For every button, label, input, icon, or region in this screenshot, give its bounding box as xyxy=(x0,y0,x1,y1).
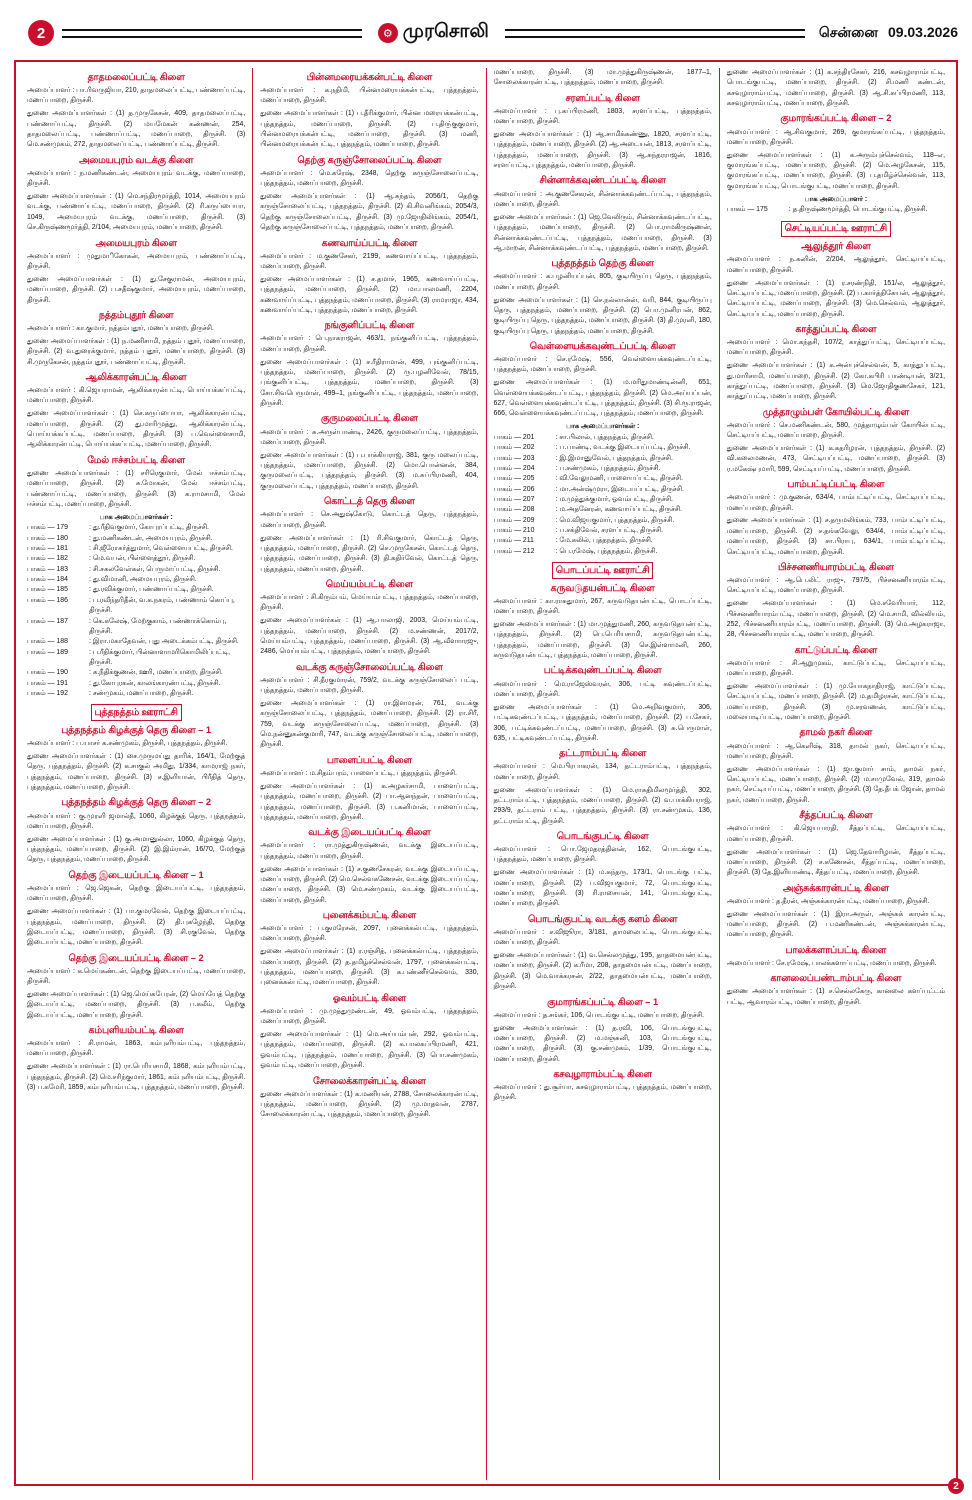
office-bearer-paragraph: துணை அமைப்பாளர்கள் : (1) ஜெ.வேலிரும், சின்னாக்கவுண்டப்பட்டி, புத்தநத்தம், மணப்பாறை, திருச்சி. (2) பொ.ராமகிருஷ்ணன், சின்னாக்கவுண்டப்பட்டி, புத்தநத்தம், மணப்பாறை, திருச்சி. (3) ஆ.மாறன், சின்னாக்கவுண்டப்பட்டி, புத்தநத்தம், மணப்பாறை, திருச்சி. xyxy=(493,213,712,252)
ward-organiser-name: : மே.கலில், புத்தநத்தம், திருச்சி. xyxy=(555,537,653,545)
masthead xyxy=(14,10,958,56)
branch-heading: புனைக்கம்பட்டி கிளை xyxy=(322,910,416,921)
ward-label: பாகம் — 206 xyxy=(493,485,535,493)
branch-heading: வெள்ளையக்கவுண்டப்பட்டி கிளை xyxy=(529,341,676,352)
paper-title: முரசொலி xyxy=(402,21,490,42)
office-bearer-paragraph: துணை அமைப்பாளர்கள் : (1) செ.நல்லான்ன், வரி, 844, குடியிருப்பு தெரு, புத்தநத்தம், மணப்பாறை, திருச்சி. (2) பொ.முனிரபன், 862, குடியிருப்பு தெரு, புத்தநத்தம், மணப்பாறை, திருச்சி. (3) தி.முரளி, 180, குடியிருப்பு தெரு, புத்தநத்தம், மணப்பாறை, திருச்சி. xyxy=(493,296,712,335)
ward-organiser-name: : மெ.வபன், பிள்ளைத்தூர், திருச்சி. xyxy=(89,555,196,563)
office-bearer-paragraph: துணை அமைப்பாளர்கள் : (1) ஜெ.மெய்கபேரன், (2) மெய்யேத் தெற்கு இடையப்பட்டி, மணப்பாறை, திருச்சி. (3) ப.கலீம், தெற்கு இடையப்பட்டி, மணப்பாறை, திருச்சி. xyxy=(27,990,246,1019)
ward-organiser-name: : சி.சகலவேள்கள், பெருமாப்பட்டி, திருச்சி. xyxy=(89,565,221,573)
branch-heading: மெய்யம்பட்டி கிளை xyxy=(325,578,413,589)
office-bearer-paragraph: அமைப்பாளர் : மெ.ராஜேஸ்வரன், 306, பட்டி கவுண்டப்பட்டி, மணப்பாறை, திருச்சி. xyxy=(493,680,712,698)
column-container xyxy=(20,68,952,1480)
branch-heading: அஞ்சுக்காரன்பட்டி கிளை xyxy=(782,882,889,893)
panchayat-heading: செட்டியப்பட்டி ஊராட்சி xyxy=(781,221,891,238)
branch-heading: தெற்கு இடையப்பட்டி கிளை – 2 xyxy=(68,952,204,963)
branch-heading: நங்குனிப்பட்டி கிளை xyxy=(324,320,415,331)
ward-organiser-name: : து.விமானி, அமையபுரம், திருச்சி. xyxy=(89,576,197,584)
branch-heading: சோலைக்காரன்பட்டி கிளை xyxy=(312,1075,426,1086)
office-bearer-paragraph: அமைப்பாளர் : பொ.ஜேமதரத்தினன், 162, பொடங்குபட்டி, புத்தநத்தம், மணப்பாறை, திருச்சி. xyxy=(493,846,712,864)
ward-label: பாகம் — 182 xyxy=(27,555,68,563)
office-bearer-paragraph: மணப்பாறை, திருச்சி. (3) மா.முத்துகிருஷ்ணன், 1877–1, சோலைக்காரன்பட்டி, புத்தநத்தம், மணப்பாறை, திருச்சி. xyxy=(493,69,712,87)
office-bearer-paragraph: அமைப்பாளர் : கி.ஜெயபாரதி, சீத்தப்பட்டி, செட்டியப்பட்டி, மணப்பாறை, திருச்சி. xyxy=(726,825,945,843)
office-bearer-paragraph: துணை அமைப்பாளர்கள் : (1) ஜெ.தேவாரிழான், சீத்தப்பட்டி, மணப்பாறை, திருச்சி. (2) ச.கணேசன், சீத்தப்பட்டி, மணப்பாறை, திருச்சி. (3) தே.இளியாண்டி, சீத்தப்பட்டி, மணப்பாறை, திருச்சி. xyxy=(726,848,945,877)
office-bearer-paragraph: துணை அமைப்பாளர்கள் : (1) ர.சரண்நிதி, 151/ல, ஆலுத்தூர், செட்டியப்பட்டி, மணப்பாறை, திருச்சி. (2) ப.கார்த்திகேயன், ஆலுத்தூர், செட்டியப்பட்டி, மணப்பாறை, திருச்சி. (3) மெ.செல்வம், ஆலுத்தூர், செட்டியப்பட்டி, மணப்பாறை, திருச்சி. xyxy=(726,279,945,318)
office-bearer-paragraph: அமைப்பாளர் : பு.கப்பிரமணி, 1803, சரளப்பட்டி, புத்தநத்தம், மணப்பாறை, திருச்சி. xyxy=(493,107,712,126)
branch-heading: குமாரங்கப்பட்டி கிளை – 2 xyxy=(780,113,892,124)
office-bearer-paragraph: அமைப்பாளர் : த.தீரன், அஞ்சுக்காரன்பட்டி, மணப்பாறை, திருச்சி. xyxy=(726,897,930,905)
ward-row xyxy=(494,454,712,464)
ward-row xyxy=(494,474,712,484)
branch-heading: மேல் ஈச்சம்பட்டி கிளை xyxy=(87,454,186,465)
ward-organiser-name: : து.கோபுரகன், காலங்காரண்பட்டி, திருச்சி. xyxy=(89,679,221,687)
ward-organiser-name: : சண்முகம், மணப்பாறை, திருச்சி. xyxy=(89,690,194,698)
ward-organisers-subheading: பாக அமைப்பாளர்கள் : xyxy=(99,513,173,521)
ward-label: பாகம் — 192 xyxy=(27,690,68,698)
edition-info xyxy=(813,24,958,43)
office-bearer-paragraph: துணை அமைப்பாளர்கள் : (1) ரா.பெரியசாமி, 1868, கம்புளியம்பட்டி, புத்தநத்தம், திருச்சி. (2) மெ.சரிந்குமார், 1861, கம்புளியம்பட்டி, திருச்சி. (3) ப.கமேரி, 1859, கம்புளியம்பட்டி, புத்தநத்தம், மணப்பாறை, திருச்சி. xyxy=(27,1063,246,1092)
office-bearer-paragraph: அமைப்பாளர் : ந.கனின், 2/204, ஆலுத்தூர், செட்டியப்பட்டி, மணப்பாறை, திருச்சி. xyxy=(726,256,945,274)
office-bearer-paragraph: அமைப்பாளர் : மெ.பிரபாகரன், 134, தட்டராம்பட்டி, புத்தநத்தம், மணப்பாறை, திருச்சி. xyxy=(493,763,712,781)
office-bearer-paragraph: அமைப்பாளர் : செ.ரமேஷ், 556, வெள்ளையக்கவுண்டப்பட்டி, புத்தநத்தம், மணப்பாறை, திருச்சி. xyxy=(493,356,712,374)
office-bearer-paragraph: துணை அமைப்பாளர்கள் : (1) க.அழகர்சாமி, பாளைப்பட்டி, புத்தநத்தம், மணப்பாறை, திருச்சி. (2) பா.ஆனந்தன், பாளைப்பட்டி, புத்தநத்தம், மணப்பாறை, திருச்சி. (3) ப.கனிமான், பாளைப்பட்டி, புத்தநத்தம், மணப்பாறை, திருச்சி. xyxy=(260,782,479,821)
office-bearer-paragraph: துணை அமைப்பாளர்கள் : (1) சரிரெகுமார், மேல் ஈச்சம்பட்டி, மணப்பாறை, திருச்சி. (2) சு.மோகன், மேல் ஈச்சம்பட்டி, பண்ணாப்பட்டி, மணப்பாறை, திருச்சி. (3) க.ராமசாமி, மேல் ஈச்சம்பட்டி, மணப்பாறை, திருச்சி. xyxy=(27,469,246,508)
ward-label: பாகம் — 205 xyxy=(493,475,535,483)
office-bearer-paragraph: துணை அமைப்பாளர்கள் : (1) த.ரவி, 106, பொடங்குபட்டி, மணப்பாறை, திருச்சி. (2) ம.மஞ்சுனி, 103, பொடங்குபட்டி, மணப்பாறை, திருச்சி. (3) கு.சண்முகம், 1/39, பொடங்குபட்டி, மணப்பாறை, திருச்சி. xyxy=(493,1024,712,1063)
office-bearer-paragraph: அமைப்பாளர் : கு.முரளி ஜமால்தீ, 1060, கிழக்குத் தெரு, புத்தநத்தம், மணப்பாறை, திருச்சி. xyxy=(27,812,246,830)
masthead-rule-right xyxy=(505,29,805,38)
office-bearer-paragraph: அமைப்பாளர் : ம.குணசேகர், 2199, கணவாய்ப்பட்டி, புத்தநத்தம், மணப்பாறை, திருச்சி. xyxy=(260,252,479,270)
ward-organisers-subheading: பாக அமைப்பாளர் : xyxy=(804,195,868,203)
office-bearer-paragraph: துணை அமைப்பாளர்கள் : (1) மெ.சவேரியார், 112, பிச்சனணியாரம்பட்டி, மணப்பாறை, திருச்சி. (2) மெ.சாமி, வில்லியம், 252, பிச்சனணியாரம்பட்டி, மணப்பாறை, திருச்சி. (3) மெ.அழகராஜா, 28, பிச்சனணியாரம்பட்டி, மணப்பாறை, திருச்சி. xyxy=(726,600,945,639)
ward-row xyxy=(494,516,712,526)
ward-label: பாகம் — 185 xyxy=(27,586,68,594)
office-bearer-paragraph: அமைப்பாளர் : க.நதிமி, பின்னமரையக்கன்பட்டி, புத்தநத்தம், மணப்பாறை, திருச்சி. xyxy=(260,87,479,105)
office-bearer-paragraph: துணை அமைப்பாளர்கள் : (1) ர.ரஞ்சித், புனைக்கல்பட்டி, புத்தநத்தம், மணப்பாறை, திருச்சி. (2) த.தமிழ்ச்செல்வன், 1797, புனைக்கல்பட்டி, புத்தநத்தம், மணப்பாறை, திருச்சி. (3) க.பண்ணீர்செல்வம், 330, புனைக்கல்பட்டி, மணப்பாறை, திருச்சி. xyxy=(260,948,479,987)
ward-row xyxy=(27,689,245,699)
ward-label: பாகம் — 188 xyxy=(27,638,68,646)
branch-heading: குமாரங்கப்பட்டி கிளை – 1 xyxy=(547,996,659,1007)
ward-organiser-name: : ப.சக்திவேல், சரளப்பட்டி, திருச்சி. xyxy=(555,527,664,535)
branch-heading: சீத்தப்பட்டி கிளை xyxy=(799,810,873,821)
ward-organiser-name: : கெ.கலேஷ், மேற்குகாம், பண்ணாக்கொம்பு, திருச்சி. xyxy=(89,617,227,635)
ward-label: பாகம் — 179 xyxy=(27,524,68,532)
office-bearer-paragraph: துணை அமைப்பாளர்கள் : (1) ஜா.குமார் சாம், தாமல் நகர், செட்டியப்பட்டி, மணப்பாறை, திருச்சி. (2) ம.சாமுவேல், 319, தாமல் நகர், செட்டியப்பட்டி, மணப்பாறை, திருச்சி. (3) தே.தீபக் ஜோன், தாமல் நகர், மணப்பாறை, திருச்சி. xyxy=(726,765,945,804)
office-bearer-paragraph: அமைப்பாளர் : ம.சிதம்பரம், பாளைப்பட்டி, புத்தநத்தம், திருச்சி. xyxy=(260,769,457,777)
office-bearer-paragraph: அமைப்பாளர் : க.மெய்கண்டன், தெற்கு இடையப்பட்டி, மணப்பாறை, திருச்சி. xyxy=(27,967,246,986)
office-bearer-paragraph: துணை அமைப்பாளர்கள் : (1) சை.முருமய்து தாரிக், 164/1, மேற்குத் தெரு, புத்தநத்தம், திருச்சி. (2) க.சாகுல் அமிது, 1/334, காமராஜ் நகர், புத்தநத்தம், மணப்பாறை, திருச்சி. (3) ச.இளியான், பிரீதித் தெரு, புத்தநத்தம், மணப்பாறை, திருச்சி. xyxy=(27,752,246,792)
office-bearer-paragraph: அமைப்பாளர் : சி.ராமன், 1863, கம்புளியம்பட்டி, புத்தநத்தம், மணப்பாறை, திருச்சி. xyxy=(27,1040,246,1058)
office-bearer-paragraph: துணை அமைப்பாளர்கள் : (1) ப.பாக்கியராஜ், 381, குரு மலைப்பட்டி, புத்தநத்தம், மணப்பாறை, திருச்சி. (2) மொ.பொன்னன், 384, குருமலைப்பட்டி, புத்தநத்தம், திருச்சி. (3) ம.சுப்பிரமணி, 404, குருமலைப்பட்டி, புத்தநத்தம், மணப்பாறை, திருச்சி. xyxy=(260,451,479,490)
ward-label: பாகம் — 190 xyxy=(27,669,68,677)
branch-heading: வடக்கு கருஞ்சோலைப்பட்டி கிளை xyxy=(296,661,443,672)
ward-row xyxy=(494,433,712,443)
ward-row xyxy=(494,485,712,495)
ward-row xyxy=(494,464,712,474)
office-bearer-paragraph: துணை அமைப்பாளர்கள் : (1) ப.தீரிக்குமார், பின்ன மரையக்கன்பட்டி, புத்தநத்தம், மணப்பாறை, திருச்சி. (2) ப.திரு்குகுமார், பின்னமரையக்கன்பட்டி, மணப்பாறை, திருச்சி. (3) மணி, பின்னமரையக்கன்பட்டி, புத்தநத்தம், மணப்பாறை, திருச்சி. xyxy=(260,110,479,149)
ward-label: பாகம் — 201 xyxy=(493,433,535,441)
office-bearer-paragraph: துணை அமைப்பாளர்கள் : (1) பா.குமரவேல், தெற்கு இடையப்பட்டி, புத்தநத்தம், மணப்பாறை, திருச்சி. (2) தி.புகழேந்தி, தெற்கு இடையப்பட்டி, மணப்பாறை, திருச்சி. (3) சி.ரகுவேல், தெற்கு இடையப்பட்டி, மணப்பாறை, திருச்சி. xyxy=(27,908,246,947)
office-bearer-paragraph: துணை அமைப்பாளர்கள் : (1) ச.தமாச், 1965, கணவாய்ப்பட்டி, புத்தநத்தம், மணப்பாறை, திருச்சி. (2) மா.பாலமணி, 2204, கணவாய்ப்பட்டி, புத்தநத்தம், மணப்பாறை, திருச்சி. (3) ராமராஜா, 434, கணவாய்ப்பட்டி, புத்தநத்தம், மணப்பாறை, திருச்சி. xyxy=(260,275,479,314)
ward-row xyxy=(27,637,245,647)
branch-heading: அமையபுரம் கிளை xyxy=(95,237,177,248)
ward-organiser-name: : ம.அதனேரன், கணவாய்ப்பட்டி, திருச்சி. xyxy=(555,506,683,514)
ward-label: பாகம் — 210 xyxy=(493,527,535,535)
office-bearer-paragraph: அமைப்பாளர் : ரா.முத்துகிருஷ்ணன், வடக்கு இடையப்பட்டி, புத்தநத்தம், மணப்பாறை, திருச்சி. xyxy=(260,842,479,860)
branch-heading: புத்தநத்தம் தெற்கு கிளை xyxy=(551,258,654,269)
ward-organiser-name: : ப.சண்முகம், புத்தநத்தம், திருச்சி. xyxy=(555,464,661,472)
branch-heading: தெற்கு இடையப்பட்டி கிளை – 1 xyxy=(68,869,204,880)
ward-organiser-name: : சா.பிலால், புத்தநத்தம், திருச்சி. xyxy=(555,433,654,441)
ward-row xyxy=(27,565,245,575)
office-bearer-paragraph: துணை அமைப்பாளர்கள் : (1) மெ.அய்யம்பன், 292, ஓவம்பட்டி, புத்தநத்தம், மணப்பாறை, திருச்சி. (2) க.பாலசுப்பிரமணி, 421, ஓவம்பட்டி, புத்தநத்தம், மணப்பாறை, திருச்சி. (3) பொ.சண்முகம், ஓவம்பட்டி, மணப்பாறை, திருச்சி. xyxy=(260,1031,479,1070)
office-bearer-paragraph: அமைப்பாளர் : ந.மணிகண்டன், அமையபுரம் வடக்கு, மணப்பாறை, திருச்சி. xyxy=(27,169,246,188)
ward-row xyxy=(494,495,712,505)
office-bearer-paragraph: அமைப்பாளர் : செ.அதுஷ்கோடு, கொட்டத் தெரு, புத்தநத்தம், மணப்பாறை, திருச்சி. xyxy=(260,511,479,529)
branch-heading: கருவடுதயன்பட்டி கிளை xyxy=(550,582,655,593)
branch-heading: குருமலைப்பட்டி கிளை xyxy=(320,413,418,424)
page-number-badge-top: 2 xyxy=(28,20,54,46)
ward-label: பாகம் — 207 xyxy=(493,495,535,503)
office-bearer-paragraph: அமைப்பாளர் : ஆ.பெ.லிட் ராஜு, 797/5, பிச்சனணியாரம்பட்டி, செட்டியப்பட்டி, மணப்பாறை, திருச்சி. xyxy=(726,576,945,595)
branch-heading: பின்னமரையக்கன்பட்டி கிளை xyxy=(306,72,433,82)
ward-label: பாகம் — 212 xyxy=(493,547,535,555)
branch-heading: பாலக்களாப்பட்டி கிளை xyxy=(785,944,887,955)
office-bearer-paragraph: அமைப்பாளர் : ஆ.சிவகுமார், 269, குமாரங்கப்பட்டி, புத்தநத்தம், மணப்பாறை, திருச்சி. xyxy=(726,128,945,146)
ward-label: பாகம் — 202 xyxy=(493,444,535,452)
ward-row xyxy=(27,523,245,533)
ward-organiser-name: : து.மணிகண்டன், அமையபுரம், திருச்சி. xyxy=(89,534,213,542)
office-bearer-paragraph: துணை அமைப்பாளர்கள் : (1) ம.மரிதுமாண்டின்னி, 651, வெள்ளையக்கவுண்டப்பட்டி, புத்தநத்தம், திருச்சி. (2) மெ.அய்யப்பன், 627, வெள்ளையக்கவுண்டப்பட்டி, புத்தநத்தம், திருச்சி. (3) சி.ரூ.ராஜன், 666, வெள்ளையக்கவுண்டப்பட்டி, புத்தநத்தம், மணப்பாறை, திருச்சி. xyxy=(493,379,712,418)
edition-city: சென்னை xyxy=(818,23,878,40)
ward-row xyxy=(27,668,245,678)
ward-list xyxy=(494,433,712,557)
branch-heading: சரளப்பட்டி கிளை xyxy=(565,92,640,103)
ward-organiser-name: : ப.பாண்டி, வடக்கு இடையப்பட்டி, திருச்சி. xyxy=(555,444,691,452)
ward-organiser-name: : வி.வேலுமணி, பாளையப்பட்டி, திருச்சி. xyxy=(555,475,683,483)
ward-row xyxy=(27,679,245,689)
ward-organiser-name: : த.திருஷ்ணமூர்த்தி, பொடங்குபட்டி, திருச்சி. xyxy=(788,206,928,214)
ward-row xyxy=(27,648,245,669)
office-bearer-paragraph: துணை அமைப்பாளர்கள் : (1) வ.செல்லமுத்து, 195, தாதமையன்பட்டி, மணப்பாறை, திருச்சி. (2) க.ரீமா, 208, தாதமையன்பட்டி, மணப்பாறை, திருச்சி. (3) மெ.வாக்கரசன், 2/22, தாதமையன்பட்டி, மணப்பாறை, திருச்சி. xyxy=(493,952,712,991)
office-bearer-paragraph: துணை அமைப்பாளர்கள் : (1) செ.கருப்பையா, ஆலிக்காரன்பட்டி, மணப்பாறை, திருச்சி. (2) து.மாரிமுத்து, ஆலிக்காரன்பட்டி, பொய்யக்கப்பட்டி, மணப்பாறை, திருச்சி. (3) ப.வெள்ளைசாமி, ஆலிக்காரன்பட்டி, பொய்யக்கப்பட்டி, மணப்பாறை, திருச்சி. xyxy=(27,410,246,449)
branch-heading: தெற்கு கருஞ்சோலைப்பட்டி கிளை xyxy=(297,154,442,165)
branch-heading: அமையபுரம் வடக்கு கிளை xyxy=(79,154,194,165)
office-bearer-paragraph: அமைப்பாளர் : பெ.நாகராஜன், 463/1, நங்குனிப்பட்டி, புத்தநத்தம், மணப்பாறை, திருச்சி. xyxy=(260,335,479,353)
branch-heading: பாம்பட்டிப்பட்டி கிளை xyxy=(787,479,885,490)
office-bearer-paragraph: துணை அமைப்பாளர்கள் : (1) ச.தருமலிங்கம், 733, பாம்பட்டிப்பட்டி, மணப்பாறை, திருச்சி. (2) ச.தங்கவேலு, 634/4, பாம்பட்டிப்பட்டி, மணப்பாறை, திருச்சி. (3) சா.பிராபு, 634/1, பாம்பட்டிப்பட்டி, செட்டியப்பட்டி, மணப்பாறை, திருச்சி. xyxy=(726,517,945,556)
office-bearer-paragraph: துணை அமைப்பாளர்கள் : (1) ச.செல்லகேரு, கானலை களப்பட்டம் பட்டி, ஆவாரம்பட்டி, மணப்பாறை, திருச்சி. xyxy=(726,988,945,1006)
office-bearer-paragraph: துணை அமைப்பாளர்கள் : (1) ச.ரீதிராமான், 499, புங்குனிப்பட்டி, புத்தநத்தம், மணப்பாறை, திருச்சி. (2) ரு.பழனிவேல், 78/15, புங்குனிப்பட்டி, புத்தநத்தம், மணப்பாறை, திருச்சி. (3) சோ.சிவபெருமாள், 499–1, நங்குனிப்பட்டி, புத்தநத்தம், மணப்பாறை, திருச்சி. xyxy=(260,358,479,408)
branch-heading: தட்டராம்பட்டி கிளை xyxy=(559,748,647,759)
branch-heading: கம்புளியம்பட்டி கிளை xyxy=(88,1025,184,1035)
ward-label: பாகம் — 175 xyxy=(726,206,768,214)
office-bearer-paragraph: துணை அமைப்பாளர்கள் : (1) ம.சுந்தரு, 173/1, பொடங்கு பட்டி, மணப்பாறை, திருச்சி. (2) ப.விஜயகுமார், 72, பொடங்குபட்டி, மணப்பாறை, திருச்சி. (3) ரி.ராசையன், 141, பொடங்குபட்டி, மணப்பாறை, திருச்சி. xyxy=(493,869,712,908)
ward-row xyxy=(27,575,245,585)
branch-heading: சின்னாக்கவுண்டப்பட்டி கிளை xyxy=(539,175,666,186)
ward-row xyxy=(27,596,245,617)
branch-heading: வடக்கு இடையப்பட்டி கிளை xyxy=(308,827,431,838)
branch-heading: தாமல் நகர் கிளை xyxy=(799,727,873,738)
panchayat-heading: பொடப்பட்டி ஊராட்சி xyxy=(552,562,654,579)
ward-row xyxy=(494,443,712,453)
office-bearer-paragraph: அமைப்பாளர் : து.சூர்யா, கசவுழாராம்பட்டி, புத்தநத்தம், மணப்பாறை, திருச்சி. xyxy=(493,1084,712,1102)
office-bearer-paragraph: அமைப்பாளர் : செ.மணிகண்டன், 580, முத்தாழும்பள் கோயில்பட்டி, செட்டியப்பட்டி, மணப்பாறை, திருச்சி. xyxy=(726,421,945,440)
ward-row xyxy=(727,205,945,215)
office-bearer-paragraph: துணை அமைப்பாளர்கள் : (1) மெ.அறிவுகுமார், 306, பட்டிகவுண்டப்பட்டி, புத்தநத்தம், மணப்பாறை, திருச்சி. (2) ப.சேகர், 306, பட்டிக்கவுண்டப்பட்டி, மணப்பாறை, திருச்சி. (3) சு.பெருமாள், 635, பட்டிகவுண்டப்பட்டி, திருச்சி. xyxy=(493,703,712,742)
branch-heading: ஓவம்பட்டி கிளை xyxy=(332,992,407,1003)
ward-organiser-name: : இ.இமானுவேல், புத்தநத்தம், திருச்சி. xyxy=(555,454,673,462)
text-column xyxy=(20,68,252,1480)
office-bearer-paragraph: துணை அமைப்பாளர்கள் : (1) து.சேகுராமன், அமையபுரம், மணப்பாறை, திருச்சி. (2) ப.சதீஷ்குமார், அமையபுரம், மணப்பாறை, திருச்சி. xyxy=(27,275,246,304)
ward-label: பாகம் — 208 xyxy=(493,506,535,514)
office-bearer-paragraph: அமைப்பாளர் : ச.விஜூரா, 3/181, தாமலைபட்டி, பொடங்குபட்டி, மணப்பாறை, திருச்சி. xyxy=(493,928,712,947)
office-bearer-paragraph: துணை அமைப்பாளர்கள் : (1) மெ.சந்திரமூர்த்தி, 1014, அமையபுரம் வடக்கு, பண்ணாப்பட்டி, மணப்பாறை, திருச்சி. (2) ரி.கருப்பையா, 1049, அமையபுரம் வடக்கு, மணப்பாறை, திருச்சி. (3) செ.கிருஷ்ணமூர்த்தி, 2/104, அமையபுரம், மணப்பாறை, திருச்சி. xyxy=(27,193,246,232)
branch-heading: கொட்டத் தெரு கிளை xyxy=(323,496,415,507)
office-bearer-paragraph: அமைப்பாளர் : மு.குணன், 634/4, பாம்பட்டிப்பட்டி, செட்டியப்பட்டி, மணப்பாறை, திருச்சி. xyxy=(726,494,945,512)
office-bearer-paragraph: அமைப்பாளர் : சு.அருள்பாண்டி, 2426, குருமலைப்பட்டி, புத்தநத்தம், மணப்பாறை, திருச்சி. xyxy=(260,428,479,446)
ward-organiser-name: : பெ.ரமேஷ், புத்தநத்தம், திருச்சி. xyxy=(555,547,658,555)
office-bearer-paragraph: துணை அமைப்பாளர்கள் : (1) ஆ.பாலாஜி, 2003, மெய்யம்பட்டி, புத்தநத்தம், மணப்பாறை, திருச்சி. (2) ம.சண்ணன், 2017/2, மெய்யம்பட்டி, புத்தநத்தம், மணப்பாறை, திருச்சி. (3) ஆ.வீளாாரஜு, 2486, மெய்யம்பட்டி, புத்தநத்தம், மணப்பாறை, திருச்சி. xyxy=(260,617,479,656)
branch-heading: கசவுழாராம்பட்டி கிளை xyxy=(553,1068,652,1079)
ward-organiser-name: : சி.ஜீரோகர்த்துமார், வெள்ளையபட்டி, திருச்சி. xyxy=(89,545,233,553)
office-bearer-paragraph: துணை அமைப்பாளர்கள் : (1) இரா.அருள், அஞ்சுக் காரன்பட்டி, மணப்பாறை, திருச்சி. (2) ப.மணிகண்டன், அஞ்சுக்காரன்பட்டி, மணப்பாறை, திருச்சி. xyxy=(726,910,945,939)
ward-row xyxy=(494,536,712,546)
ward-label: பாகம் — 203 xyxy=(493,454,535,462)
branch-heading: முத்தாழும்பள் கோயில்பட்டி கிளை xyxy=(762,406,910,417)
office-bearer-paragraph: அமைப்பாளர் : அ.குணசேகரன், சின்னாக்கவுண்டப்பட்டி, புத்தநத்தம், மணப்பாறை, திருச்சி. xyxy=(493,190,712,208)
branch-heading: காட்டுப்பட்டி கிளை xyxy=(794,644,878,655)
office-bearer-paragraph: அமைப்பாளர் : சி.கிரும்பம், மெய்யம்பட்டி, புத்தநத்தம், மணப்பாறை, திருச்சி. xyxy=(260,594,479,612)
ward-label: பாகம் — 187 xyxy=(27,617,68,625)
office-bearer-paragraph: துணை அமைப்பாளர்கள் : (1) ரி.சிவகுமார், கொட்டத் தெரு, புத்தநத்தம், மணப்பாறை, திருச்சி. (2) செ.முருகேசன், கொட்டத் தெரு, புத்தநத்தம், மணப்பாறை, திருச்சி. (3) தி.கதிர்வேல், கொட்டத் தெரு, புத்தநத்தம், மணப்பாறை, திருச்சி. xyxy=(260,534,479,573)
ward-organiser-name: : ப.ரீதிக்குமார், பின்னாளாமரிகொமிலிப்பட்டி, திருச்சி. xyxy=(89,648,231,666)
office-bearer-paragraph: துணை அமைப்பாளர்கள் : (1) க.அரும்புச்செல்வம், 118–எ, குமாரங்கப்பட்டி, மணப்பாறை, திருச்சி. (2) மெ.அழகேசன், 115, குமாரங்கப்பட்டி, மணப்பாறை, திருச்சி. (3) ப.தமிழ்ச்செல்வன், 113, குமாரங்கப்பட்டி, பொடங்குபட்டி, மணப்பாறை, திருச்சி. xyxy=(726,151,945,190)
panchayat-heading: புத்தநத்தம் ஊராட்சி xyxy=(91,704,182,721)
branch-heading: ஆலிக்காரன்பட்டி கிளை xyxy=(85,371,187,382)
text-column xyxy=(486,68,719,1480)
office-bearer-paragraph: துணை அமைப்பாளர்கள் : (1) ஆ.சுந்தம், 2056/1, தெற்கு கருஞ்சோலைப்பட்டி, புத்தநத்தம், திருச்சி. (2) கி.சிவனிங்கம், 2054/3, தெற்கு கருஞ்சோலைப்பட்டி, திருச்சி. (3) மு.ஜோதிலிங்கம், 2054/1, தெற்கு கருஞ்சோலைப்பட்டி, புத்தநத்தம், மணப்பாறை, திருச்சி. xyxy=(260,193,479,232)
ward-label: பாகம் — 184 xyxy=(27,576,68,584)
office-bearer-paragraph: துணை அமைப்பாளர்கள் : (1) கு.அமானுல்லா, 1060, கிழக்குத் தெரு, புத்தநத்தம், மணப்பாறை, திருச்சி. (2) இ.இம்ரான், 16/70, மேற்குத் தெரு, புத்தநத்தம், மணப்பாறை, திருச்சி. xyxy=(27,835,246,864)
office-bearer-paragraph: அமைப்பாளர் : ஆ.கெளிஷ், 318, தாமல் நகர், செட்டியப்பட்டி, மணப்பாறை, திருச்சி. xyxy=(726,742,945,760)
ward-row xyxy=(494,505,712,515)
ward-list xyxy=(727,205,945,215)
office-bearer-paragraph: துணை அமைப்பாளர்கள் : (1) க.அன்புச்செல்வன், 5, காத்துப்பட்டி, து.மாரிசாமி, மணப்பாறை, திருச்சி. (2) கோ.கபிரி பாண்டியன், 3/21, காத்துப்பட்டி, மணப்பாறை, திருச்சி. (3) மெ.ஜோதிகுணசேகர், 121, காத்துப்பட்டி, மணப்பாறை, திருச்சி. xyxy=(726,362,945,401)
branch-heading: கானலைப்பண்டாம்பட்டி கிளை xyxy=(770,973,902,984)
office-bearer-paragraph: துணை அமைப்பாளர்கள் : (1) த.முருகேசன், 409, தாதமலைப்பட்டி, பண்ணாப்பட்டி, திருச்சி. (2) மயமேகன் கண்ணன், 254, தாதமலைப்பட்டி, பண்ணாப்பட்டி, மணப்பாறை, திருச்சி. (3) மெ.சண்முகம், 272, தாதமலைப்பட்டி, பண்ணாப்பட்டி, திருச்சி. xyxy=(27,110,246,149)
ward-label: பாகம் — 204 xyxy=(493,464,535,472)
ward-organiser-name: : ம.முத்துக்குமார், ஓவம்பட்டி, திருச்சி. xyxy=(555,495,673,503)
ward-label: பாகம் — 211 xyxy=(493,537,534,545)
nameplate xyxy=(370,21,497,45)
branch-heading: கணவாய்ப்பட்டி கிளை xyxy=(321,237,418,248)
office-bearer-paragraph: அமைப்பாளர் : முதுமாிகோகன், அமையபுரம், பண்ணாப்பட்டி, திருச்சி. xyxy=(27,252,246,270)
text-column xyxy=(719,68,952,1480)
ward-row xyxy=(27,617,245,638)
ward-organiser-name: : ப.ரவீந்தரிதீன், வ.க.நகரம், பண்ணாம் கொப்பு, திருச்சி. xyxy=(89,596,235,615)
office-bearer-paragraph: துணை அமைப்பாளர்கள் : (1) ரா.இளமரன், 761, வடக்கு கருஞ்சோலைப்பட்டி, புத்தநத்தம், மணப்பாறை, திருச்சி. (2) ரா.சிரீ, 759, வடக்கு கருஞ்சோலைப்பட்டி, மணப்பாறை, திருச்சி. (3) மெ.நன்னுகன்குமாரி, 747, வடக்கு கருஞ்சோலைப்பட்டி, மணப்பாறை, திருச்சி. xyxy=(260,700,479,749)
office-bearer-paragraph: துணை அமைப்பாளர்கள் : (1) ச.குணசேகரன், வடக்கு இடையப்பட்டி, மணப்பாறை, திருச்சி. (2) மெ.செல்வகணேசன், வடக்கு இடையப்பட்டி, மணப்பாறை, திருச்சி. (3) மெ.சண்முகம், வடக்கு இடையப்பட்டி, மணப்பாறை, திருச்சி. xyxy=(260,865,479,904)
office-bearer-paragraph: அமைப்பாளர் : ஜெ.ஜெகன், தெற்கு இடையப்பட்டி, புத்தநத்தம், மணப்பாறை, திருச்சி. xyxy=(27,884,246,903)
office-bearer-paragraph: துணை அமைப்பாளர்கள் : (1) ந.மணிசாமி, நத்தம் புதூர், மணப்பாறை, திருச்சி. (2) வ.துரைக்குமார், நத்தம் புதூர், மணப்பாறை, திருச்சி. (3) சி.முருகேசன், நத்தம்புதூர், பண்ணாப்பட்டி, திருச்சி. xyxy=(27,337,246,366)
office-bearer-paragraph: துணை அமைப்பாளர்கள் : (1) க.கதரிழரன், புத்தநத்தம், திருச்சி. (2) வி.கலைமணன், 473, செட்டியப்பட்டி, மணப்பாறை, திருச்சி. (3) ர.மகேஷ்புமாரி, 599, செட்டியப்பட்டி, மணப்பாறை, திருச்சி. xyxy=(726,445,945,473)
ward-label: பாகம் — 209 xyxy=(493,516,535,524)
office-bearer-paragraph: அமைப்பாளர் : கி.ஜெயராமன், ஆலிக்காரன்பட்டி, பொய்யக்கப்பட்டி, மணப்பாறை, திருச்சி. xyxy=(27,387,246,405)
ward-row xyxy=(27,554,245,564)
ward-row xyxy=(27,534,245,544)
ward-label: பாகம் — 181 xyxy=(27,545,68,553)
office-bearer-paragraph: அமைப்பாளர் : மொ.கந்தசி, 107/2, காத்துப்பட்டி, செட்டியப்பட்டி, மணப்பாறை, திருச்சி. xyxy=(726,339,945,357)
office-bearer-paragraph: அமைப்பாளர் : க.பழனியப்பன், 805, குடியிருப்பு தெரு, புத்தநத்தம், மணப்பாறை, திருச்சி. xyxy=(493,273,712,291)
branch-heading: பட்டிக்கவுண்டப்பட்டி கிளை xyxy=(543,665,662,676)
branch-heading: புத்தநத்தம் கிழக்குத் தெரு கிளை – 1 xyxy=(61,725,212,736)
ward-row xyxy=(27,544,245,554)
office-bearer-paragraph: துணை அமைப்பாளர்கள் : (1) க.மணியன், 2788, சோலைக்காரன்பட்டி, புத்தநத்தம், மணப்பாறை, திருச்சி. (2) மு.மாதவன், 2787, சோலைக்காரன்பட்டி, புத்தநத்தம், மணப்பாறை, திருச்சி. xyxy=(260,1090,479,1119)
ward-row xyxy=(27,585,245,595)
ward-organiser-name: : மா.அன்ஷ்முரா, இடையப்பட்டி, திருச்சி. xyxy=(555,485,684,493)
office-bearer-paragraph: அமைப்பாளர் : கா.ராசுதுமார், 267, கருவடுதயன்பட்டி, பொடப்பட்டி, மணப்பாறை, திருச்சி. xyxy=(493,597,712,616)
ward-organiser-name: : க.நீதிக்குணன், ஊரி, மணப்பாறை, திருச்சி. xyxy=(89,669,223,677)
masthead-rule-left xyxy=(62,29,362,38)
office-bearer-paragraph: அமைப்பாளர் : பா.ரிவருஜியா, 210, தாதமலைப்பட்டி, பண்ணாப்பட்டி, மணப்பாறை, திருச்சி. xyxy=(27,87,246,105)
text-column xyxy=(252,68,485,1480)
office-bearer-paragraph: துணை அமைப்பாளர்கள் : (1) மு.யோகநாதிராஜ், காட்டுப்பட்டி, செட்டியப்பட்டி, மணப்பாறை, திருச்சி. (2) ம.தமிழரசன், காட்டுப்பட்டி, மணப்பாறை, திருச்சி. (3) மு.சரவணன், காட்டுப்பட்டி, மலையாடிப்பட்டி, மணப்பாறை, திருச்சி. xyxy=(726,682,945,722)
branch-heading: நத்தம்புதூர் கிளை xyxy=(98,309,174,320)
branch-heading: பிச்சனணியாரம்பட்டி கிளை xyxy=(777,561,894,572)
office-bearer-paragraph: அமைப்பாளர் : சி.ஆறுமுகம், காட்டுப்பட்டி, செட்டியப்பட்டி, மணப்பாறை, திருச்சி. xyxy=(726,659,945,678)
office-bearer-paragraph: துணை அமைப்பாளர்கள் : (1) மெ.ராசுதிமிலமூர்த்தி, 302, தட்டராம்பட்டி, புத்தநத்தம், மணப்பாறை, திருச்சி. (2) வ.பாக்கியராஜ், 293/9, தட்டராம் பட்டி, புத்தநத்தம், திருச்சி. (3) ரா.சண்முகம், 136, தட்டராம்பட்டி, திருச்சி. xyxy=(493,786,712,825)
ward-organiser-name: : இரா.மகாதேவன், புது அடைக்கம்பட்டி, திருச்சி. xyxy=(89,638,239,646)
office-bearer-paragraph: அமைப்பாளர் : சே.ரமேஷ், பாலக்களாப்பட்டி, மணப்பாறை, திருச்சி. xyxy=(726,959,937,967)
party-emblem-icon: ⚙ xyxy=(378,23,398,43)
content-frame xyxy=(14,60,958,1486)
ward-label: பாகம் — 183 xyxy=(27,565,68,573)
office-bearer-paragraph: அமைப்பாளர் : மெ.கரேஷ், 2348, தெற்கு கருஞ்சோலைப்பட்டி, புத்தநத்தம், மணப்பாறை, திருச்சி. xyxy=(260,169,479,188)
branch-heading: தாதமலைப்பட்டி கிளை xyxy=(87,72,185,82)
ward-organiser-name: : து.ரீதிவகுமார், கோபுரப்பட்டி, திருச்சி. xyxy=(89,524,209,532)
ward-label: பாகம் — 186 xyxy=(27,596,68,604)
office-bearer-paragraph: துணை அமைப்பாளர்கள் : (1) க.சந்திரசேகர், 216, கசவுழாராம்பட்டி, பொடங்குபட்டி, மணப்பாறை, திருச்சி. (2) சி.மணி கண்டன், கசவுழாராம்பட்டி, மணப்பாறை, திருச்சி. (3) ஆ.சி.சுப்பிரமணி, 113, கசவுழாராம்பட்டி, மணப்பாறை, திருச்சி. xyxy=(726,69,945,108)
branch-heading: பொடங்குபட்டி வடக்கு களம் கிளை xyxy=(527,913,678,924)
ward-label: பாகம் — 191 xyxy=(27,679,68,687)
office-bearer-paragraph: அமைப்பாளர் : கா.குமார், நத்தம்புதூர், மணப்பாறை, திருச்சி. xyxy=(27,325,214,333)
ward-row xyxy=(494,526,712,536)
branch-heading: புத்தநத்தம் கிழக்குத் தெரு கிளை – 2 xyxy=(61,797,212,808)
edition-date: 09.03.2026 xyxy=(887,23,959,40)
office-bearer-paragraph: துணை அமைப்பாளர்கள் : (1) மா.முத்துமணி, 260, கருவடுதயன்பட்டி, புத்தநத்தம், திருச்சி. (2) பெ.பெரியசாமி, கருவடுதயன்பட்டி, புத்தநத்தம், மணப்பாறை, திருச்சி. (3) செ.இள்ளாமனி, 260, கருவடுதயன்பட்டி, புத்தநத்தம், மணப்பாறை, திருச்சி. xyxy=(493,621,712,660)
office-bearer-paragraph: அமைப்பாளர் : த.சங்கர், 106, பொடங்குபட்டி, மணப்பாறை, திருச்சி. xyxy=(493,1011,705,1019)
ward-label: பாகம் — 189 xyxy=(27,648,68,656)
office-bearer-paragraph: அமைப்பாளர் : மு.முத்துமுண்டன், 49, ஓவம்பட்டி, புத்தநத்தம், மணப்பாறை, திருச்சி. xyxy=(260,1007,479,1026)
branch-heading: காத்துப்பட்டி கிளை xyxy=(795,323,877,334)
ward-organisers-subheading: பாக அமைப்பாளர்கள் : xyxy=(565,423,640,431)
office-bearer-paragraph: அமைப்பாளர் : ப.குமரேசன், 2097, புனைக்கல்பட்டி, புத்தநத்தம், மணப்பாறை, திருச்சி. xyxy=(260,925,479,943)
branch-heading: பாளைப்பட்டி கிளை xyxy=(326,754,412,765)
office-bearer-paragraph: அமைப்பாளர் : ப.யாசர் க.சண்முகம், திருச்சி, புத்தநத்தம், திருச்சி. xyxy=(27,740,228,748)
branch-heading: பொடங்குபட்டி கிளை xyxy=(556,831,649,841)
page-number-badge-bottom: 2 xyxy=(948,1478,964,1494)
ward-organiser-name: : மெ.விஜயகுமார், புத்தநத்தம், திருச்சி. xyxy=(555,516,675,524)
branch-heading: ஆலுத்தூர் கிளை xyxy=(801,241,871,252)
office-bearer-paragraph: அமைப்பாளர் : சி.தீரகுமாரன், 759/2, வடக்கு கருஞ்சோலைப் பட்டி, புத்தநத்தம், மணப்பாறை, திருச்சி. xyxy=(260,676,479,695)
ward-organiser-name: : து.ரவிக்குமார், பண்ணாப்பட்டி, திருச்சி. xyxy=(89,586,214,594)
office-bearer-paragraph: துணை அமைப்பாளர்கள் : (1) ஆ.சாமிக்கண்ணு, 1820, சரளப்பட்டி, புத்தநத்தம், மணப்பாறை, திருச்சி. (2) ஆ.அடையன், 1813, சரளப்பட்டி, புத்தநத்தம், மணப்பாறை, திருச்சி. (3) ஆ.சுந்தரராஜன், 1816, சரளப்பட்டி, புத்தநத்தம், மணப்பாறை, திருச்சி. xyxy=(493,131,712,170)
ward-label: பாகம் — 180 xyxy=(27,534,68,542)
ward-row xyxy=(494,547,712,557)
ward-list xyxy=(27,523,245,699)
